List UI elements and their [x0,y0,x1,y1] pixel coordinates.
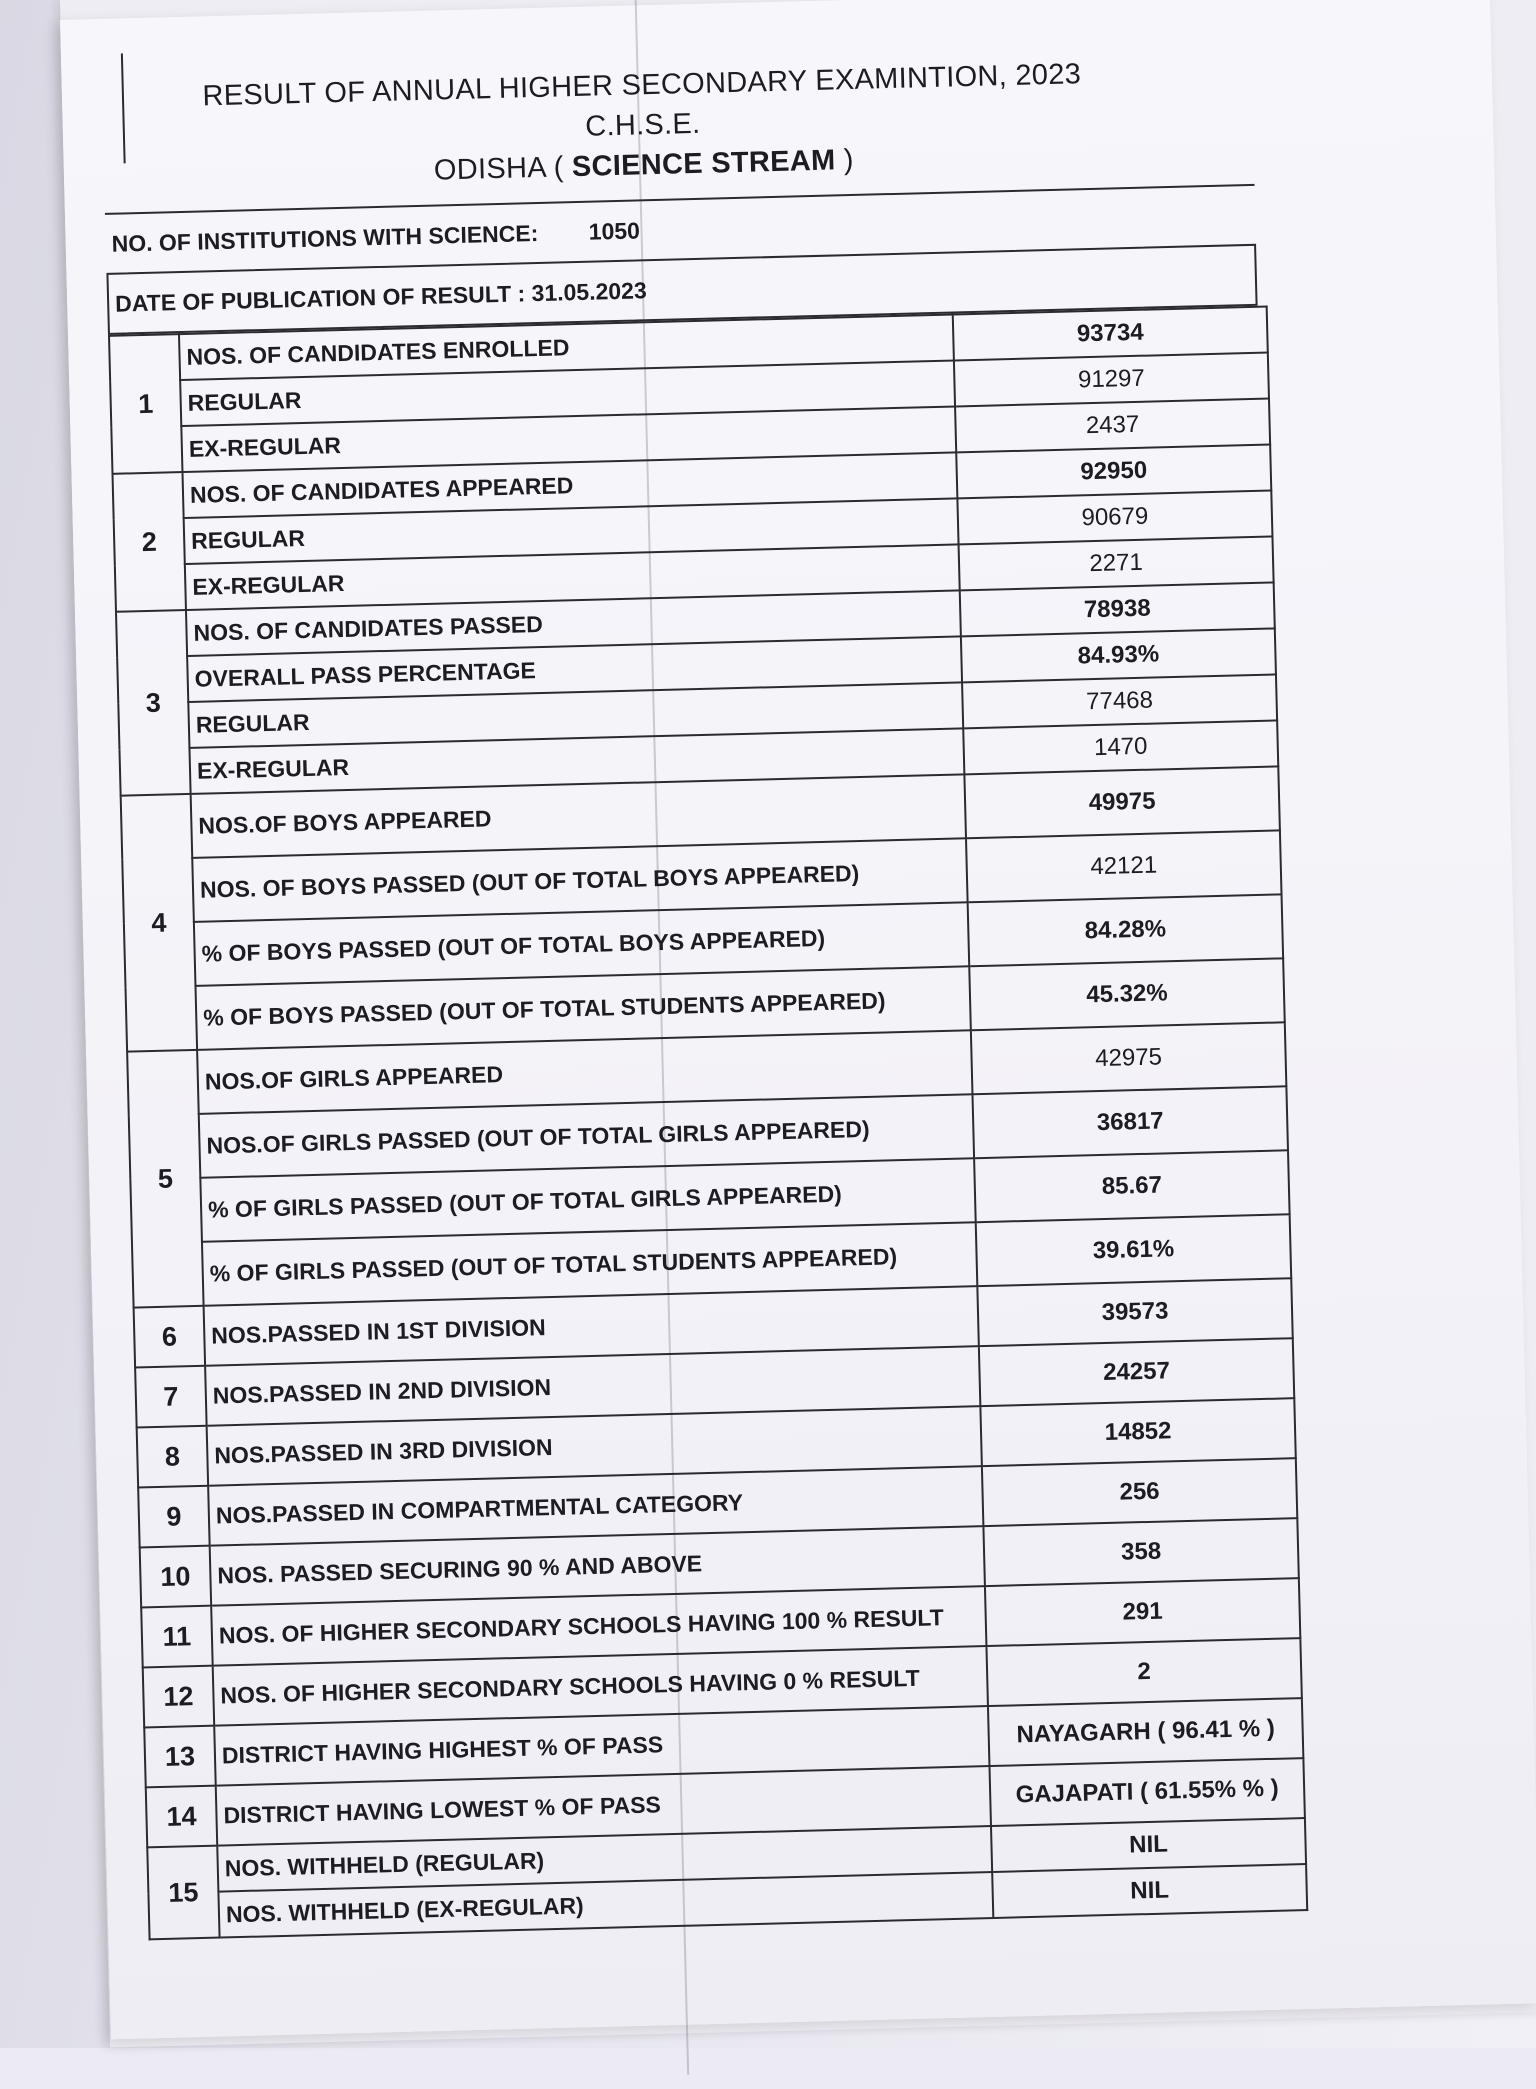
row-label-cell: NOS.PASSED IN COMPARTMENTAL CATEGORY [208,1466,983,1546]
serial-number-cell: 6 [134,1306,205,1368]
row-value-cell: 77468 [962,674,1277,728]
row-value-cell: 2437 [955,399,1270,453]
serial-number-cell: 7 [135,1366,206,1428]
title-line-2-suffix: ) [835,143,855,177]
results-table [108,306,1308,1941]
row-value-cell: NIL [992,1864,1307,1918]
row-value-cell: 39573 [977,1278,1292,1346]
row-label-cell: NOS.OF BOYS APPEARED [191,774,966,858]
row-label-cell: EX-REGULAR [185,544,960,610]
serial-number-cell: 9 [138,1486,209,1548]
results-table-body [109,307,1307,1940]
serial-number-cell: 3 [116,610,191,796]
row-value-cell: 39.61% [976,1214,1292,1286]
row-label-cell: NOS. WITHHELD (EX-REGULAR) [218,1872,993,1938]
document-body [102,46,1459,1941]
title-line-2-prefix: ODISHA ( [433,151,573,187]
row-label-cell: % OF GIRLS PASSED (OUT OF TOTAL GIRLS APPEARED) [200,1158,975,1242]
serial-number-cell: 5 [127,1050,203,1308]
row-label-cell: NOS.OF GIRLS PASSED (OUT OF TOTAL GIRLS APPEARED) [199,1094,974,1178]
row-label-cell: NOS. WITHHELD (REGULAR) [217,1826,992,1892]
row-label-cell: NOS. OF BOYS PASSED (OUT OF TOTAL BOYS APPEARED) [192,838,967,922]
row-label-cell: % OF BOYS PASSED (OUT OF TOTAL STUDENTS APPEARED) [195,966,970,1050]
serial-number-cell: 8 [137,1426,208,1488]
row-value-cell: 78938 [960,582,1275,636]
stream-name: SCIENCE STREAM [571,144,836,184]
row-value-cell: 84.28% [968,894,1284,966]
serial-number-cell: 12 [143,1666,214,1728]
serial-number-cell: 13 [144,1726,215,1788]
document-title [141,53,1144,198]
row-value-cell: 90679 [957,490,1272,544]
row-value-cell: 291 [985,1578,1300,1646]
row-label-cell: NOS.OF GIRLS APPEARED [197,1030,972,1114]
row-value-cell: NAYAGARH ( 96.41 % ) [988,1698,1303,1766]
row-value-cell: NIL [991,1818,1306,1872]
row-value-cell: 85.67 [974,1150,1290,1222]
result-sheet [60,0,1536,2039]
row-label-cell: EX-REGULAR [181,406,956,472]
row-label-cell: REGULAR [184,498,959,564]
row-value-cell: 36817 [972,1086,1288,1158]
institutions-label: NO. OF INSTITUTIONS WITH SCIENCE: [111,219,539,257]
row-value-cell: 2 [986,1638,1301,1706]
row-label-cell: NOS. OF CANDIDATES ENROLLED [179,315,954,381]
row-label-cell: % OF GIRLS PASSED (OUT OF TOTAL STUDENTS APPEARED) [202,1222,977,1306]
row-label-cell: DISTRICT HAVING LOWEST % OF PASS [216,1766,991,1846]
row-label-cell: REGULAR [180,360,955,426]
row-value-cell: 42121 [966,830,1282,902]
row-value-cell: 14852 [980,1398,1295,1466]
row-label-cell: NOS. OF CANDIDATES APPEARED [182,452,957,518]
row-label-cell: DISTRICT HAVING HIGHEST % OF PASS [214,1706,989,1786]
row-label-cell: NOS. OF CANDIDATES PASSED [186,590,961,656]
row-label-cell: % OF BOYS PASSED (OUT OF TOTAL BOYS APPEARED) [194,902,969,986]
row-value-cell: 2271 [959,536,1274,590]
row-label-cell: NOS. PASSED SECURING 90 % AND ABOVE [210,1526,985,1606]
serial-number-cell: 15 [147,1846,219,1940]
row-value-cell: 42975 [971,1022,1287,1094]
serial-number-cell: 1 [109,334,182,474]
row-value-cell: 93734 [953,307,1268,361]
publication-row: DATE OF PUBLICATION OF RESULT : 31.05.2023 [114,277,647,317]
row-label-cell: EX-REGULAR [189,728,964,794]
row-label-cell: NOS.PASSED IN 1ST DIVISION [204,1286,979,1366]
row-value-cell: 49975 [964,766,1280,838]
row-value-cell: 92950 [956,445,1271,499]
row-value-cell: GAJAPATI ( 61.55% % ) [989,1758,1304,1826]
serial-number-cell: 10 [140,1546,211,1608]
serial-number-cell: 2 [113,472,186,612]
row-value-cell: 256 [982,1458,1297,1526]
row-value-cell: 358 [983,1518,1298,1586]
row-label-cell: NOS.PASSED IN 3RD DIVISION [207,1406,982,1486]
serial-number-cell: 11 [141,1606,212,1668]
row-value-cell: 84.93% [961,628,1276,682]
row-value-cell: 45.32% [969,958,1285,1030]
row-label-cell: NOS. OF HIGHER SECONDARY SCHOOLS HAVING 100 % RESULT [211,1586,986,1666]
row-label-cell: NOS.PASSED IN 2ND DIVISION [205,1346,980,1426]
row-label-cell: NOS. OF HIGHER SECONDARY SCHOOLS HAVING 0 % RESULT [213,1646,988,1726]
institutions-value: 1050 [588,217,641,245]
row-label-cell: OVERALL PASS PERCENTAGE [187,636,962,702]
row-value-cell: 91297 [954,353,1269,407]
row-value-cell: 1470 [963,720,1278,774]
serial-number-cell: 14 [146,1786,217,1848]
row-value-cell: 24257 [979,1338,1294,1406]
title-line-1: RESULT OF ANNUAL HIGHER SECONDARY EXAMINTION, 2023 C.H.S.E. [202,58,1082,143]
row-label-cell: REGULAR [188,682,963,748]
serial-number-cell: 4 [121,794,197,1052]
